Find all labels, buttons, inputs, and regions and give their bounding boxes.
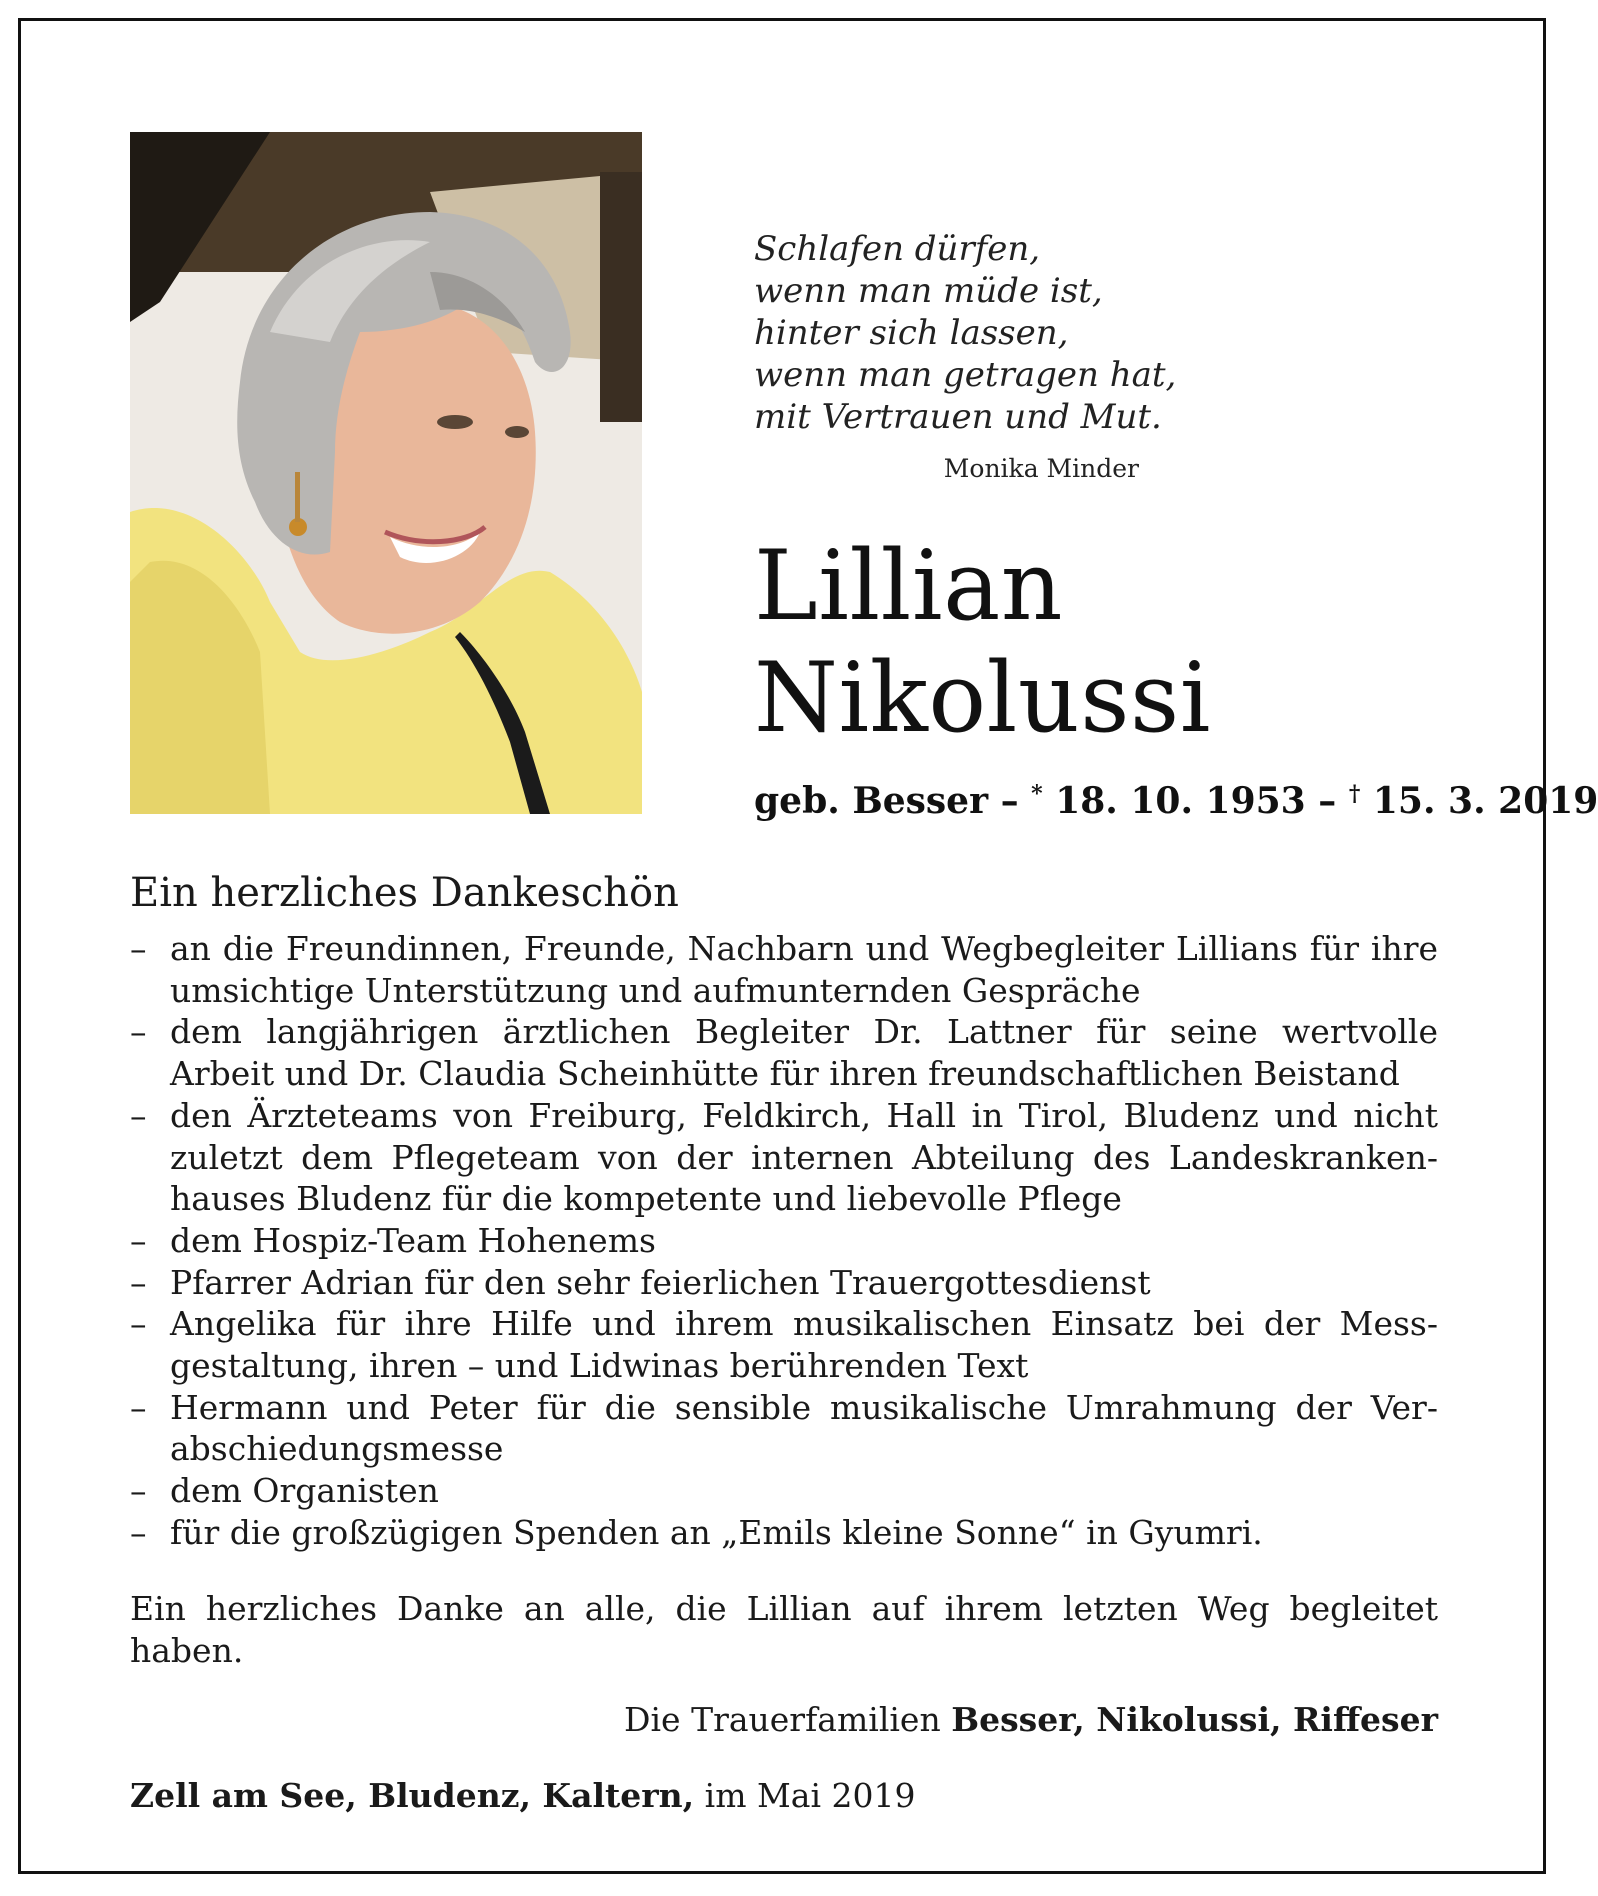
list-item <box>130 1220 1438 1262</box>
birth-name: geb. Besser – <box>754 780 1019 822</box>
list-item-text: für die großzügigen Spenden an „Emils kleine Sonne“ in Gyumri. <box>170 1512 1263 1552</box>
list-item-text: an die Freundinnen, Freunde, Nachbarn und Wegbegleiter Lillians für ihre umsichtige Unterstützung und aufmunternden Gespräche <box>170 929 1438 1010</box>
poem-line: wenn man müde ist, <box>754 271 1103 311</box>
last-name: Nikolussi <box>754 642 1211 754</box>
poem-author: Monika Minder <box>943 454 1139 483</box>
list-item-text: Angelika für ihre Hilfe und ihrem musikalischen Einsatz bei der Messgestaltung, ihren – und Lidwinas berührenden Text <box>170 1304 1438 1386</box>
life-dates <box>754 780 1598 822</box>
portrait-photo <box>130 132 642 814</box>
poem-line: Schlafen dürfen, <box>754 229 1041 269</box>
list-item <box>130 1095 1438 1220</box>
poem <box>754 228 1177 438</box>
list-item <box>130 1011 1438 1094</box>
date-text: im Mai 2019 <box>694 1776 916 1815</box>
deceased-name <box>754 530 1274 754</box>
birth-date: 18. 10. 1953 – <box>1055 780 1337 822</box>
poem-line: wenn man getragen hat, <box>754 355 1177 395</box>
list-item-text: den Ärzteteams von Freiburg, Feldkirch, Hall in Tirol, Bludenz und nicht zuletzt dem Pflegeteam von der internen Abteilung des Landeskrankenhauses Bludenz für die kompetente und liebevolle Pflege <box>170 1095 1438 1219</box>
list-item <box>130 1303 1438 1386</box>
list-item-text: Pfarrer Adrian für den sehr feierlichen Trauergottesdienst <box>170 1262 1151 1302</box>
list-item-text: dem langjährigen ärztlichen Begleiter Dr. Lattner für seine wertvolle Arbeit und Dr. Claudia Scheinhütte für ihren freundschaftlichen Beistand <box>170 1012 1438 1094</box>
list-item-text: Hermann und Peter für die sensible musikalische Umrahmung der Verabschiedungsmesse <box>170 1387 1438 1469</box>
dash-marker: – <box>130 1512 147 1552</box>
dash-marker: – <box>130 1012 147 1052</box>
poem-line: mit Vertrauen und Mut. <box>754 397 1162 437</box>
first-name: Lillian <box>754 530 1064 642</box>
list-item <box>130 1512 1438 1554</box>
dash-marker: – <box>130 1220 147 1260</box>
signature-prefix: Die Trauerfamilien <box>624 1700 952 1739</box>
portrait-icon <box>130 132 642 814</box>
death-symbol: † <box>1348 781 1361 807</box>
dash-marker: – <box>130 1304 147 1344</box>
signature <box>130 1700 1438 1739</box>
closing-text: Ein herzliches Danke an alle, die Lillian auf ihrem letzten Weg begleitet haben. <box>130 1589 1438 1670</box>
list-item <box>130 1262 1438 1304</box>
dash-marker: – <box>130 1471 147 1511</box>
dash-marker: – <box>130 1387 147 1427</box>
towns: Zell am See, Bludenz, Kaltern, <box>130 1776 695 1815</box>
dash-marker: – <box>130 929 147 968</box>
list-item <box>130 928 1438 1011</box>
list-item-text: dem Organisten <box>170 1471 439 1511</box>
birth-symbol: * <box>1031 781 1043 807</box>
list-item <box>130 1470 1438 1512</box>
dash-marker: – <box>130 1095 147 1135</box>
place-and-date <box>130 1776 1230 1815</box>
death-date: 15. 3. 2019 <box>1372 780 1598 822</box>
list-item-text: dem Hospiz-Team Hohenems <box>170 1220 656 1260</box>
thanks-list <box>130 928 1438 1554</box>
family-names: Besser, Nikolussi, Riffeser <box>951 1700 1438 1739</box>
thanks-heading: Ein herzliches Dankeschön <box>130 870 679 916</box>
poem-line: hinter sich lassen, <box>754 313 1069 353</box>
list-item <box>130 1387 1438 1470</box>
dash-marker: – <box>130 1262 147 1302</box>
